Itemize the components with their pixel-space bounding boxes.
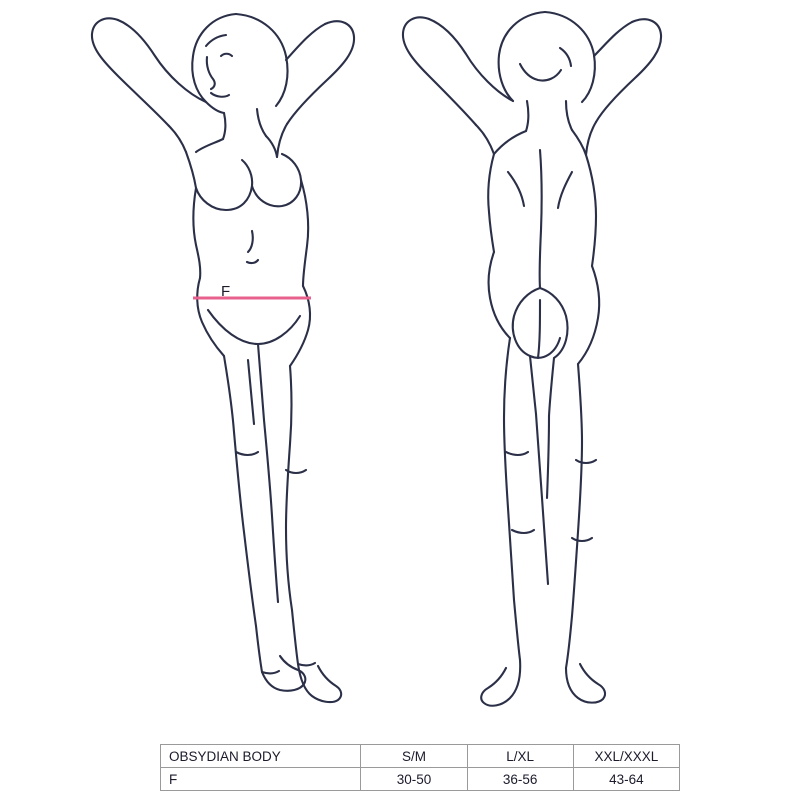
- table-row: [161, 768, 680, 791]
- table-header-size-xxl: XXL/XXXL: [573, 745, 679, 768]
- measurement-label-f: F: [221, 283, 231, 300]
- row-value-xxl: 43-64: [573, 768, 679, 791]
- table-header-size-lxl: L/XL: [467, 745, 573, 768]
- size-table: [160, 744, 680, 791]
- table-header-product: OBSYDIAN BODY: [161, 745, 361, 768]
- row-value-sm: 30-50: [361, 768, 467, 791]
- row-measure-label: F: [161, 768, 361, 791]
- row-value-lxl: 36-56: [467, 768, 573, 791]
- table-header-size-sm: S/M: [361, 745, 467, 768]
- table-header-row: [161, 745, 680, 768]
